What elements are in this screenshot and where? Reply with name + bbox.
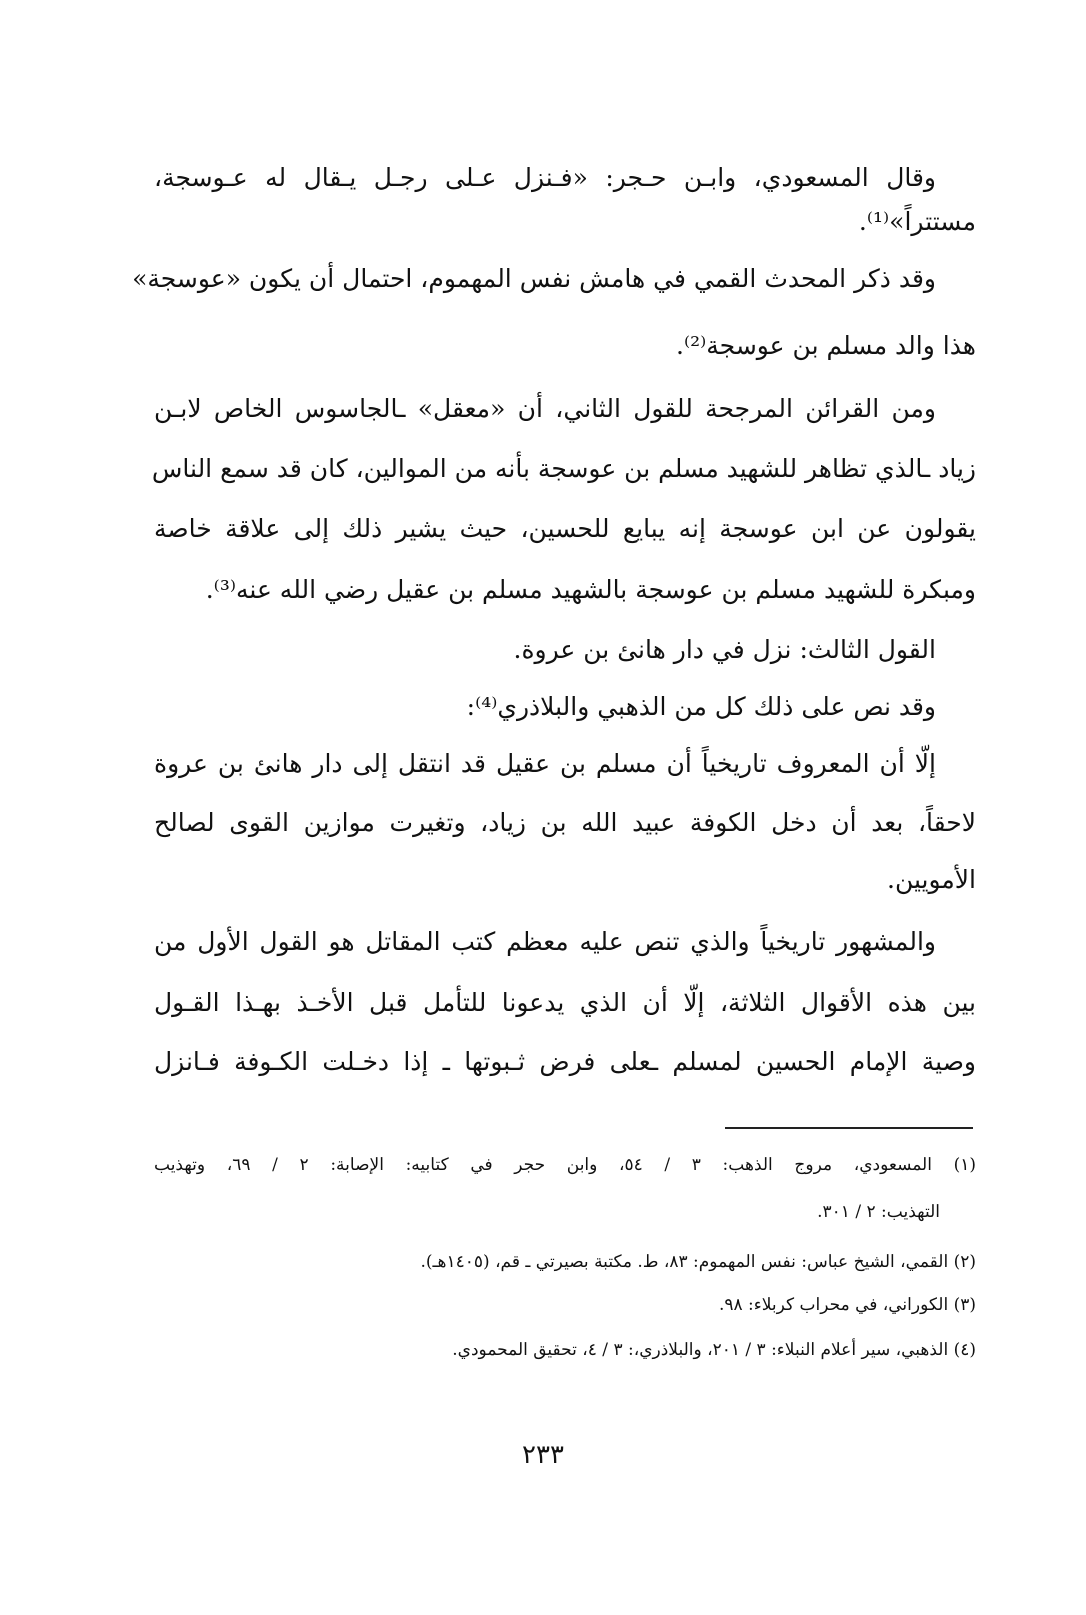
body-line: وقد ذكر المحدث القمي في هامش نفس المهموم، احتمال أن يكون «عوسجة» xyxy=(132,264,936,293)
body-line: هذا والد مسلم بن عوسجة⁽²⁾. xyxy=(676,331,976,360)
body-line: وقال المسعودي، وابـن حـجر: «فـنزل عـلى رجـل يـقال له عـوسجة، xyxy=(154,163,936,192)
body-line: يقولون عن ابن عوسجة إنه يبايع للحسين، حيث يشير ذلك إلى علاقة خاصة xyxy=(154,514,976,543)
body-line: والمشهور تاريخياً والذي تنص عليه معظم كتب المقاتل هو القول الأول من xyxy=(154,927,936,956)
page-number: ٢٣٣ xyxy=(522,1440,564,1470)
body-line: ومبكرة للشهيد مسلم بن عوسجة بالشهيد مسلم بن عقيل رضي الله عنه⁽³⁾. xyxy=(205,575,976,604)
footnote: (٢) القمي، الشيخ عباس: نفس المهموم: ٨٣، ط. مكتبة بصيرتي ـ قم، (١٤٠٥هـ). xyxy=(420,1252,976,1272)
footnote: (٤) الذهبي، سير أعلام النبلاء: ٣ / ٢٠١، والبلاذري،: ٣ / ٤، تحقيق المحمودي. xyxy=(452,1340,976,1360)
body-line: ومن القرائن المرجحة للقول الثاني، أن «معقل» ـالجاسوس الخاص لابـن xyxy=(154,394,936,423)
body-line: وقد نص على ذلك كل من الذهبي والبلاذري⁽⁴⁾: xyxy=(466,692,936,721)
footnote: (٣) الكوراني، في محراب كربلاء: ٩٨. xyxy=(718,1295,976,1315)
footnote-divider xyxy=(725,1127,973,1129)
body-line: زياد ـالذي تظاهر للشهيد مسلم بن عوسجة بأنه من الموالين، كان قد سمع الناس xyxy=(151,454,976,483)
body-line: الأمويين. xyxy=(887,865,976,894)
footnote: (١) المسعودي، مروج الذهب: ٣ / ٥٤، وابن حجر في كتابيه: الإصابة: ٢ / ٦٩، وتهذيب xyxy=(154,1155,977,1175)
body-line: وصية الإمام الحسين لمسلم ـعلى فرض ثـبوتها ـ إذا دخـلت الكـوفة فـانزل xyxy=(154,1047,976,1076)
body-line: لاحقاً، بعد أن دخل الكوفة عبيد الله بن زياد، وتغيرت موازين القوى لصالح xyxy=(154,808,976,837)
body-line: إلّا أن المعروف تاريخياً أن مسلم بن عقيل قد انتقل إلى دار هانئ بن عروة xyxy=(154,749,936,778)
footnote-continuation: التهذيب: ٢ / ٣٠١. xyxy=(817,1202,940,1222)
body-line: بين هذه الأقوال الثلاثة، إلّا أن الذي يدعونا للتأمل قبل الأخـذ بهـذا القـول xyxy=(154,988,976,1017)
body-line: مستتراً»⁽¹⁾. xyxy=(858,207,976,236)
body-line: القول الثالث: نزل في دار هانئ بن عروة. xyxy=(513,635,936,664)
